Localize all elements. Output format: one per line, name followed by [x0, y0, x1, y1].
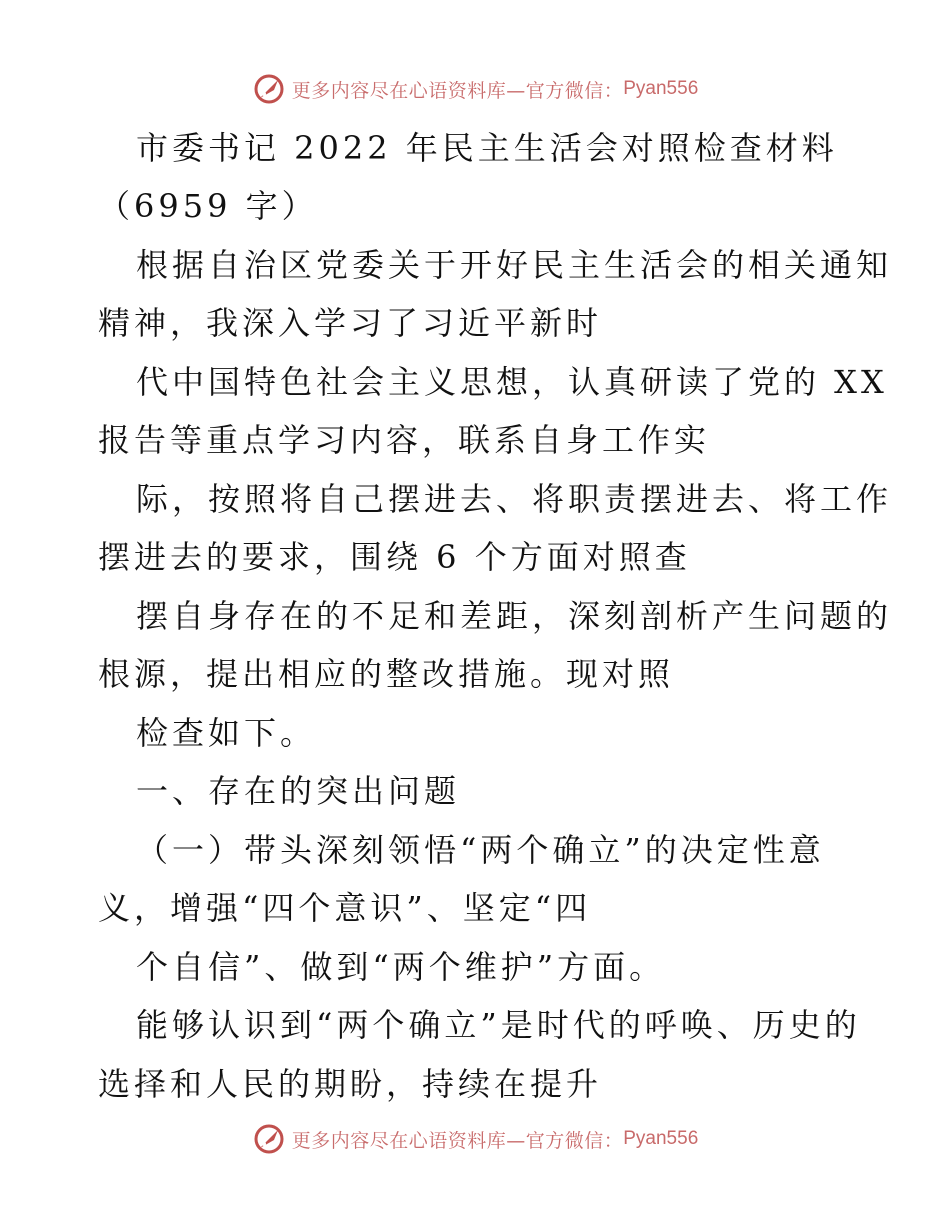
paragraph-line: 能够认识到“两个确立”是时代的呼唤、历史的 — [136, 1006, 861, 1044]
document-title: 市委书记 2022 年民主生活会对照检查材料 — [136, 129, 838, 167]
paragraph-line: 际，按照将自己摆进去、将职责摆进去、将工作 — [136, 480, 893, 518]
watermark-header — [0, 72, 950, 106]
paragraph-line: 报告等重点学习内容，联系自身工作实 — [98, 421, 711, 459]
watermark-handle: Pyan556 — [623, 1128, 699, 1149]
watermark-footer — [0, 1122, 950, 1156]
paragraph-line: 摆进去的要求，围绕 6 个方面对照查 — [98, 538, 691, 576]
watermark-text: 更多内容尽在心语资料库—官方微信： — [291, 79, 624, 102]
paragraph-line: 摆自身存在的不足和差距，深刻剖析产生问题的 — [136, 597, 893, 635]
paragraph-line: 精神，我深入学习了习近平新时 — [98, 304, 603, 342]
paragraph-line: 根源，提出相应的整改措施。现对照 — [98, 655, 675, 693]
subsection-heading: 义，增强“四个意识”、坚定“四 — [98, 889, 592, 927]
word-count: （6959 字） — [98, 187, 318, 225]
watermark-text: 更多内容尽在心语资料库—官方微信： — [291, 1129, 624, 1152]
subsection-heading: 个自信”、做到“两个维护”方面。 — [136, 948, 666, 986]
quill-logo-icon — [252, 1122, 286, 1156]
subsection-heading: （一）带头深刻领悟“两个确立”的决定性意 — [136, 831, 825, 869]
paragraph-line: 代中国特色社会主义思想，认真研读了党的 XX — [136, 363, 888, 401]
paragraph-line: 根据自治区党委关于开好民主生活会的相关通知 — [136, 246, 893, 284]
paragraph-line: 选择和人民的期盼，持续在提升 — [98, 1065, 603, 1103]
watermark-handle: Pyan556 — [623, 78, 699, 99]
section-heading: 一、存在的突出问题 — [136, 772, 461, 810]
quill-logo-icon — [252, 72, 286, 106]
paragraph-line: 检查如下。 — [136, 714, 317, 752]
